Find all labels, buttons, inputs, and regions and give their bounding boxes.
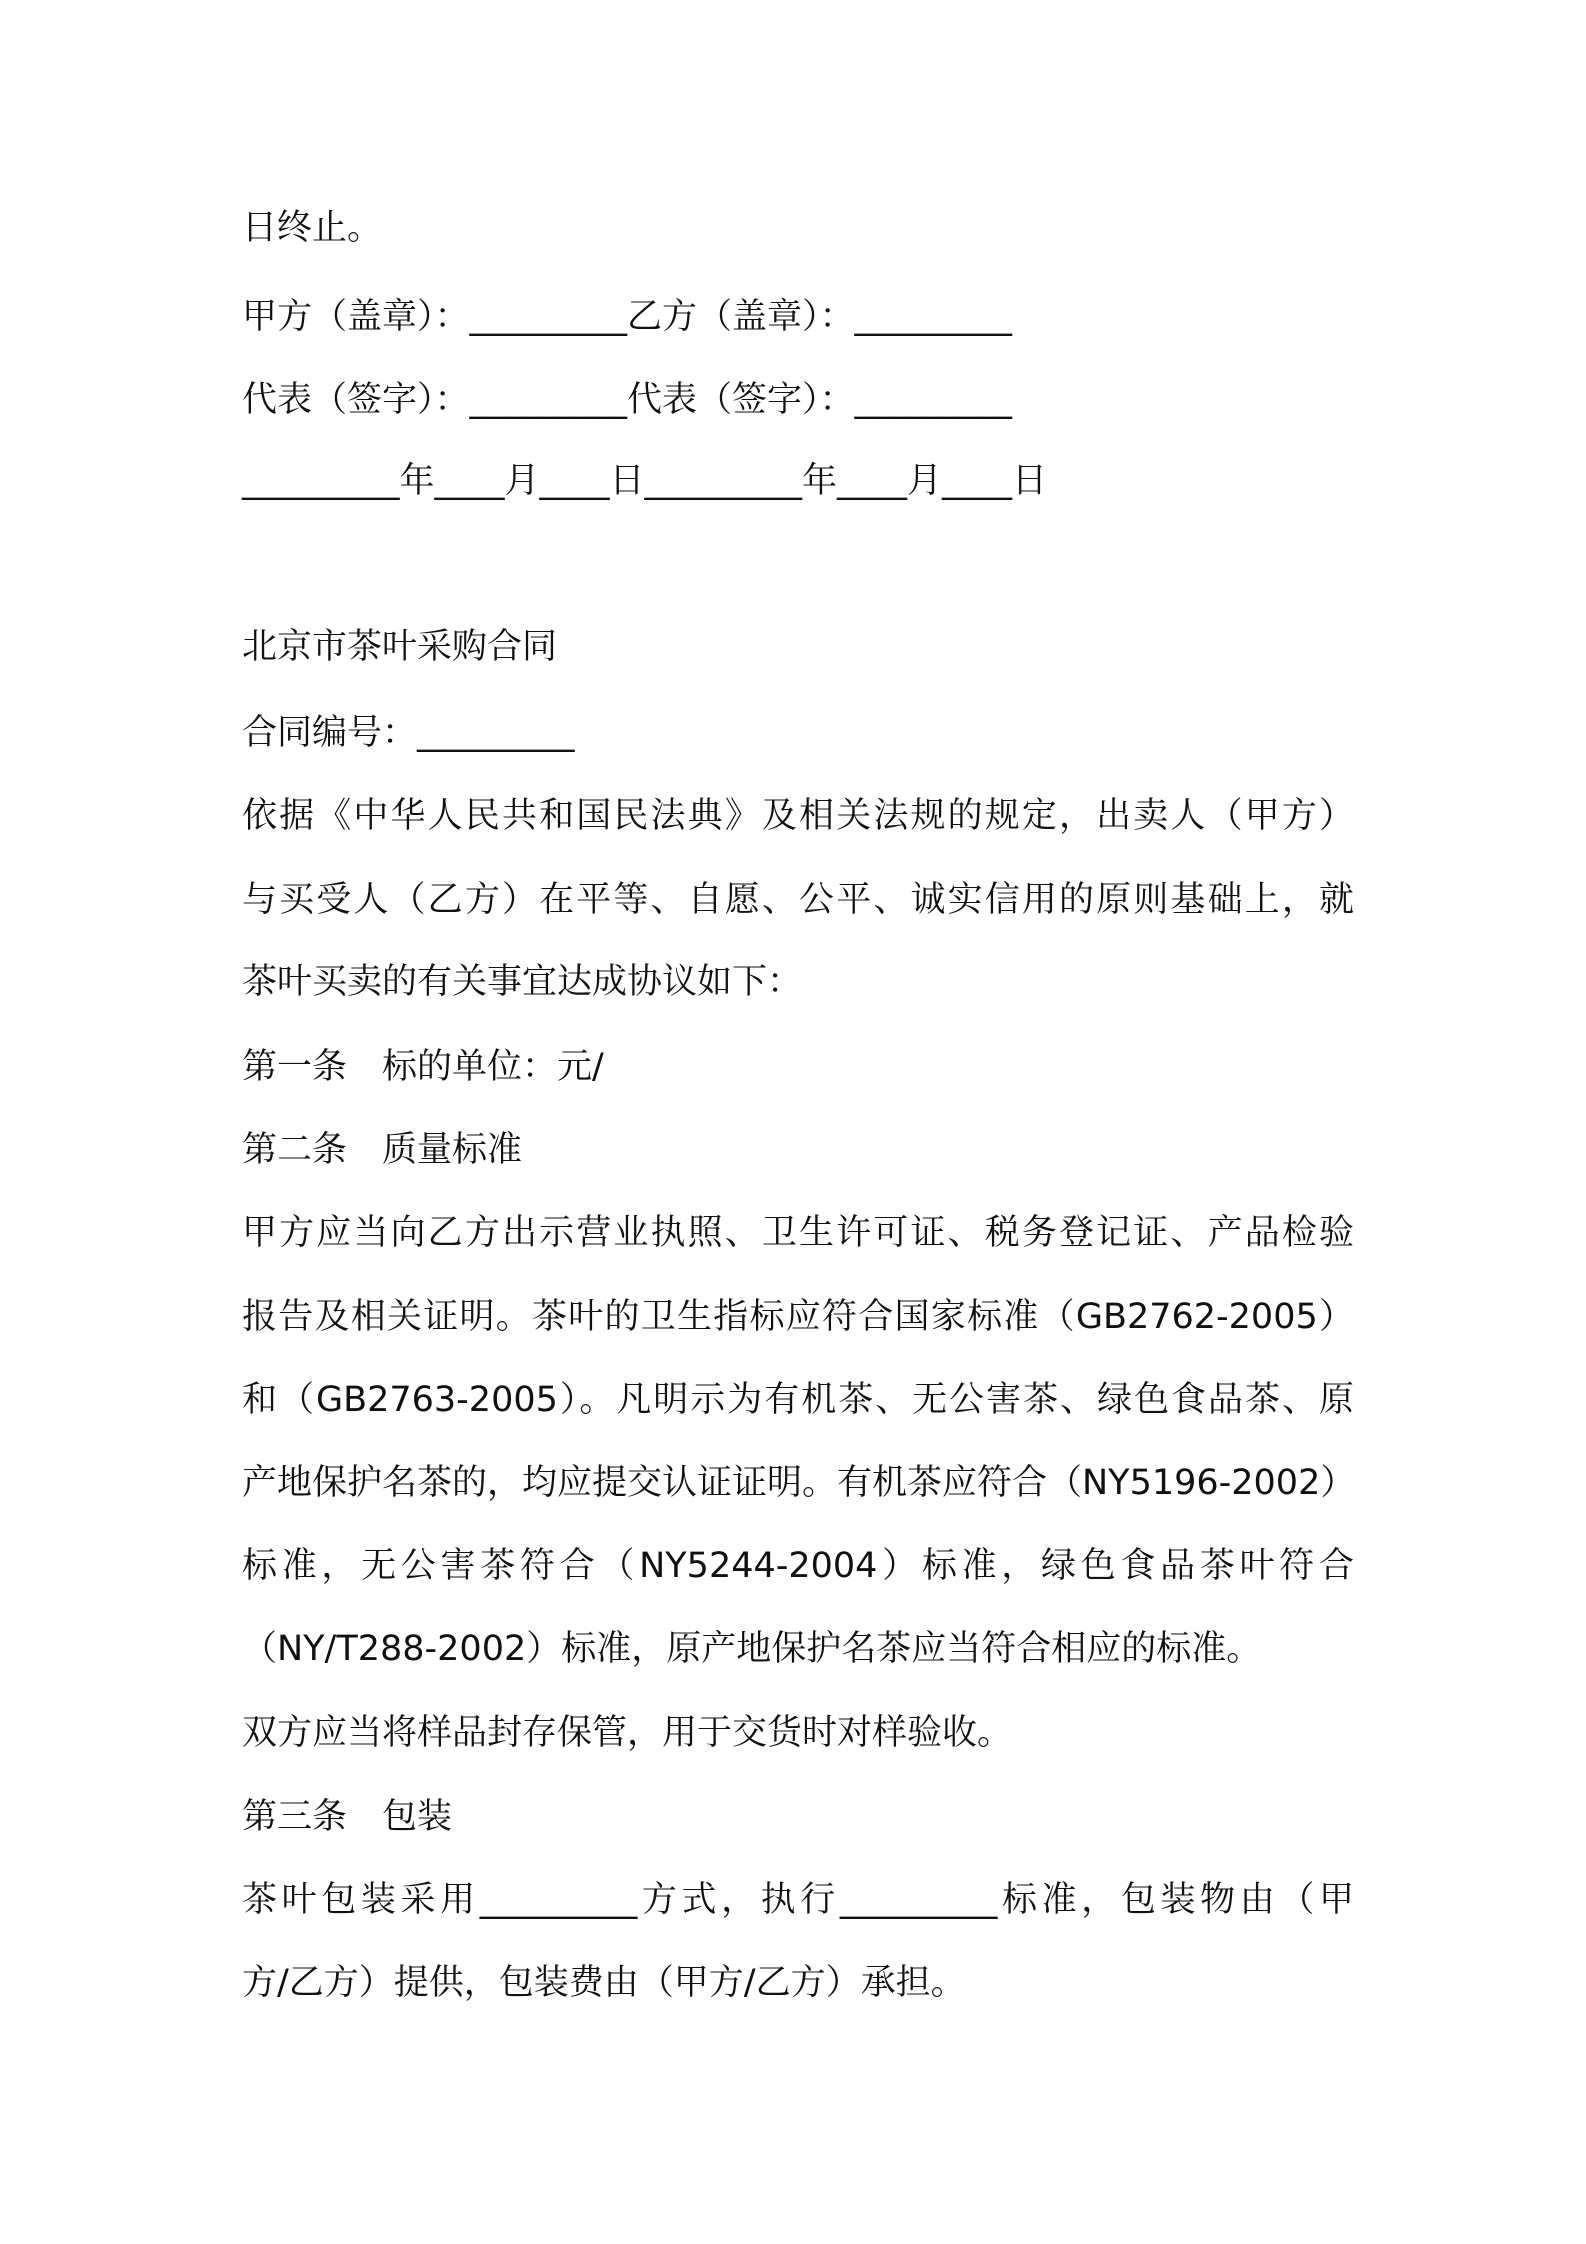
continuation-line: 日终止。 xyxy=(242,208,383,248)
article-3-heading: 第三条 包装 xyxy=(242,1797,453,1837)
preamble-line: 茶叶买卖的有关事宜达成协议如下： xyxy=(242,962,803,1002)
article-2-body-line: 标准，无公害茶符合（NY5244-2004）标准，绿色食品茶叶符合 xyxy=(242,1546,1354,1586)
article-2-body-line: （NY/T288-2002）标准，原产地保护名茶应当符合相应的标准。 xyxy=(242,1629,1262,1669)
article-2-body-line: 产地保护名茶的，均应提交认证证明。有机茶应符合（NY5196-2002） xyxy=(242,1463,1356,1503)
article-2-body-line: 双方应当将样品封存保管，用于交货时对样验收。 xyxy=(242,1713,1013,1753)
preamble-line: 依据《中华人民共和国民法典》及相关法规的规定，出卖人（甲方） xyxy=(242,796,1354,836)
signature-date-line: _________年____月____日_________年____月____日 xyxy=(242,461,1048,501)
article-3-body-line: 茶叶包装采用_________方式，执行_________标准，包装物由（甲 xyxy=(242,1880,1354,1920)
article-2-body-line: 和（GB2763-2005）。凡明示为有机茶、无公害茶、绿色食品茶、原 xyxy=(242,1380,1354,1420)
article-3-body-line: 方/乙方）提供，包装费由（甲方/乙方）承担。 xyxy=(242,1963,966,2003)
party-seal-line: 甲方（盖章）：_________乙方（盖章）：_________ xyxy=(242,297,1013,337)
contract-number-line: 合同编号：_________ xyxy=(242,713,575,753)
article-2-heading: 第二条 质量标准 xyxy=(242,1130,523,1170)
article-2-body-line: 报告及相关证明。茶叶的卫生指标应符合国家标准（GB2762-2005） xyxy=(242,1297,1354,1337)
contract-title: 北京市茶叶采购合同 xyxy=(242,627,558,667)
representative-sign-line: 代表（签字）：_________代表（签字）：_________ xyxy=(242,380,1013,420)
preamble-line: 与买受人（乙方）在平等、自愿、公平、诚实信用的原则基础上，就 xyxy=(242,880,1354,920)
article-2-body-line: 甲方应当向乙方出示营业执照、卫生许可证、税务登记证、产品检验 xyxy=(242,1213,1354,1253)
article-1: 第一条 标的单位：元/ xyxy=(242,1047,604,1087)
